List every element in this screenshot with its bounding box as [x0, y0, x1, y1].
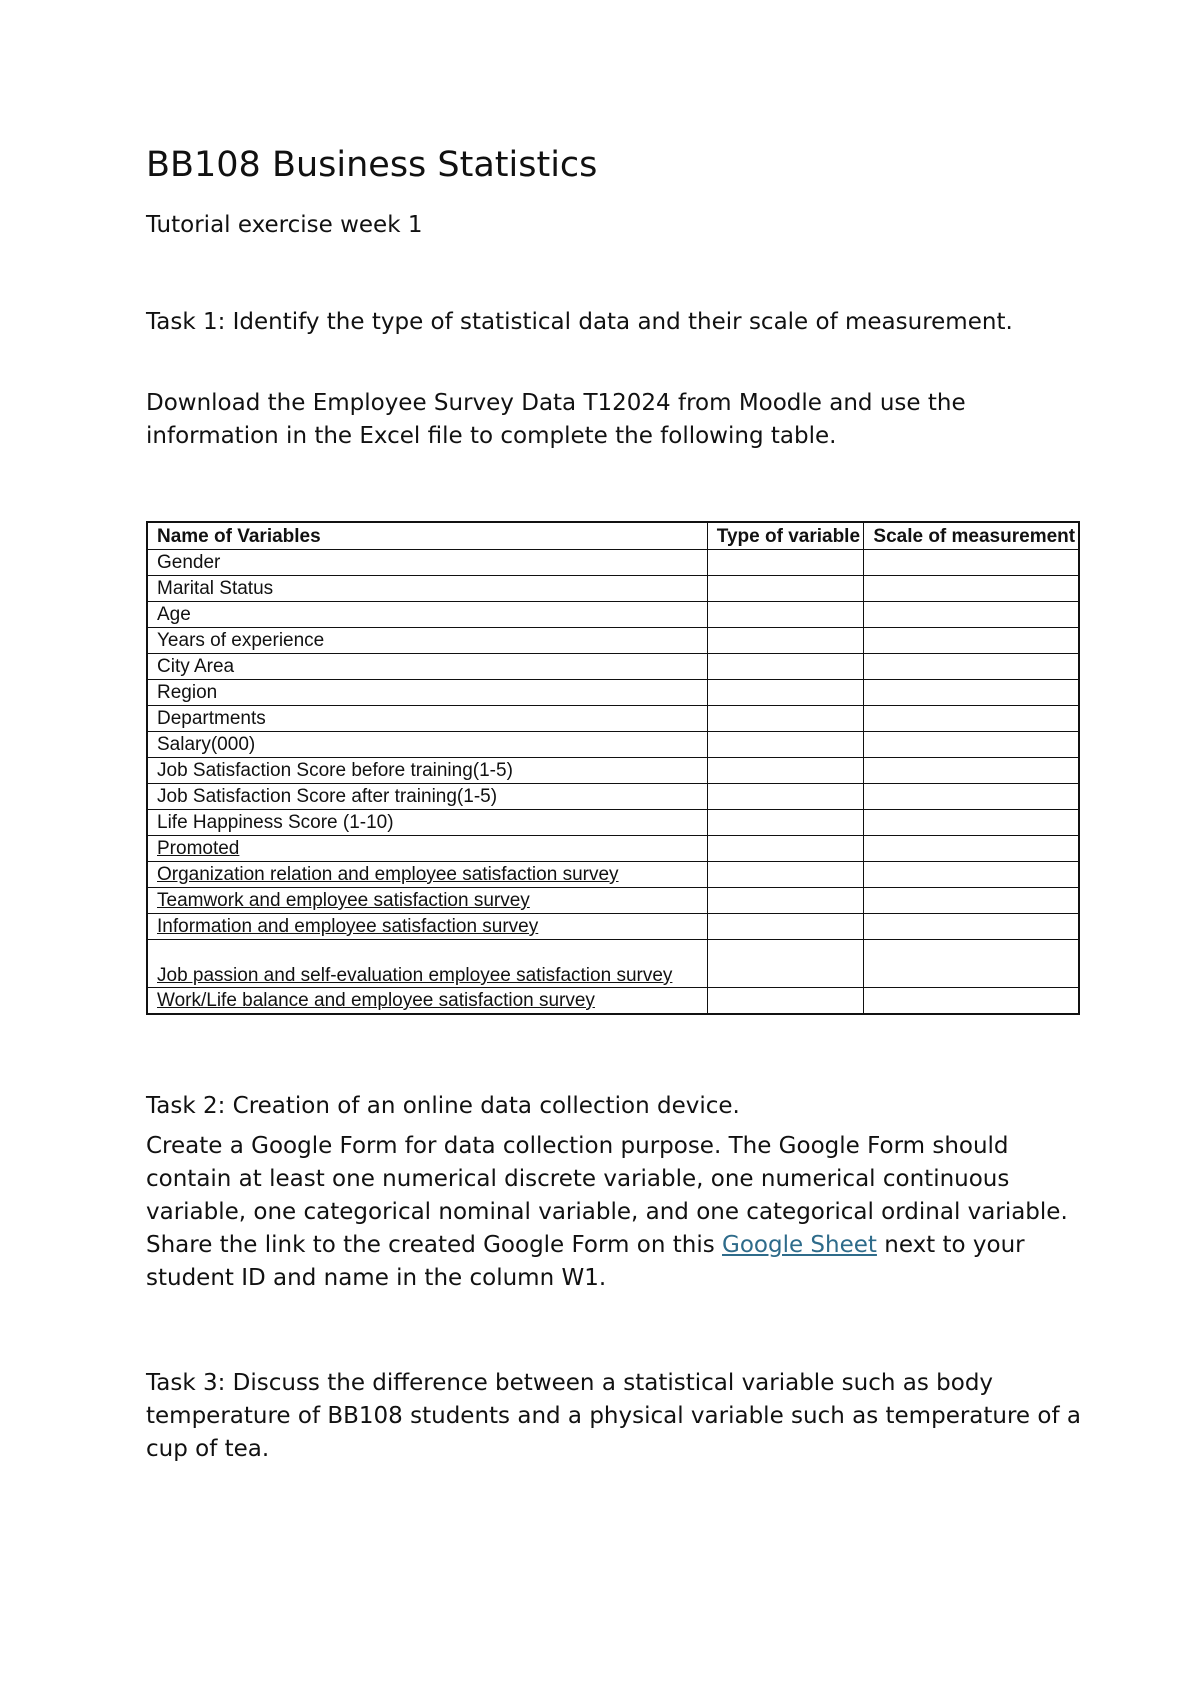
task2-heading: Task 2: Creation of an online data collection device.: [146, 1093, 740, 1119]
scale-of-measurement-cell[interactable]: [864, 706, 1079, 732]
variable-name-cell: Promoted: [147, 836, 707, 862]
variable-name-cell: Information and employee satisfaction survey: [147, 914, 707, 940]
variable-name-cell: Teamwork and employee satisfaction survey: [147, 888, 707, 914]
scale-of-measurement-cell[interactable]: [864, 784, 1079, 810]
task2-text-before-link: Create a Google Form for data collection purpose. The Google Form should contain at least one numerical discrete variable, one numerical continuous variable, one categorical nominal variable, and one categorical ordinal variable. Share the link to the created Google Form on this: [146, 1133, 1068, 1258]
type-of-variable-cell[interactable]: [707, 836, 864, 862]
table-header-row: [147, 522, 1079, 550]
scale-of-measurement-cell[interactable]: [864, 654, 1079, 680]
variable-name-cell: City Area: [147, 654, 707, 680]
variables-table: [146, 521, 1080, 1015]
table-row: [147, 836, 1079, 862]
scale-of-measurement-cell[interactable]: [864, 628, 1079, 654]
variable-name-cell: Job Satisfaction Score before training(1-5): [147, 758, 707, 784]
scale-of-measurement-cell[interactable]: [864, 758, 1079, 784]
variable-name-cell: Marital Status: [147, 576, 707, 602]
scale-of-measurement-cell[interactable]: [864, 988, 1079, 1015]
scale-of-measurement-cell[interactable]: [864, 576, 1079, 602]
type-of-variable-cell[interactable]: [707, 888, 864, 914]
variable-name-cell: Salary(000): [147, 732, 707, 758]
variable-name-cell: Years of experience: [147, 628, 707, 654]
table-row: [147, 862, 1079, 888]
type-of-variable-cell[interactable]: [707, 862, 864, 888]
table-row: [147, 680, 1079, 706]
table-row: [147, 914, 1079, 940]
table-row: [147, 628, 1079, 654]
variable-name-cell: Work/Life balance and employee satisfaction survey: [147, 988, 707, 1015]
scale-of-measurement-cell[interactable]: [864, 862, 1079, 888]
variable-name-cell: Life Happiness Score (1-10): [147, 810, 707, 836]
table-row: [147, 706, 1079, 732]
table-row: [147, 784, 1079, 810]
header-name-of-variables: Name of Variables: [147, 522, 707, 550]
task3-heading: Task 3: Discuss the difference between a statistical variable such as body temperature of BB108 students and a physical variable such as temperature of a cup of tea.: [146, 1370, 1081, 1462]
table-row: [147, 576, 1079, 602]
type-of-variable-cell[interactable]: [707, 914, 864, 940]
scale-of-measurement-cell[interactable]: [864, 836, 1079, 862]
type-of-variable-cell[interactable]: [707, 680, 864, 706]
type-of-variable-cell[interactable]: [707, 758, 864, 784]
type-of-variable-cell[interactable]: [707, 654, 864, 680]
scale-of-measurement-cell[interactable]: [864, 940, 1079, 988]
type-of-variable-cell[interactable]: [707, 988, 864, 1015]
header-type-of-variable: Type of variable: [707, 522, 864, 550]
table-body: [147, 550, 1079, 1015]
type-of-variable-cell[interactable]: [707, 940, 864, 988]
type-of-variable-cell[interactable]: [707, 706, 864, 732]
type-of-variable-cell[interactable]: [707, 784, 864, 810]
variable-name-cell: Age: [147, 602, 707, 628]
scale-of-measurement-cell[interactable]: [864, 680, 1079, 706]
table-row: [147, 602, 1079, 628]
table-row: [147, 758, 1079, 784]
table-row: [147, 810, 1079, 836]
document-subtitle: Tutorial exercise week 1: [146, 212, 423, 238]
table-row: [147, 732, 1079, 758]
document-title: BB108 Business Statistics: [146, 145, 598, 185]
task1-heading: Task 1: Identify the type of statistical data and their scale of measurement.: [146, 309, 1013, 335]
scale-of-measurement-cell[interactable]: [864, 914, 1079, 940]
task2-text-after-link: next to your student ID and name in the column W1.: [146, 1232, 1025, 1291]
task1-instructions: Download the Employee Survey Data T12024 from Moodle and use the information in the Excel file to complete the following table.: [146, 390, 966, 449]
scale-of-measurement-cell[interactable]: [864, 550, 1079, 576]
scale-of-measurement-cell[interactable]: [864, 732, 1079, 758]
type-of-variable-cell[interactable]: [707, 550, 864, 576]
table-row: [147, 940, 1079, 988]
scale-of-measurement-cell[interactable]: [864, 810, 1079, 836]
variable-name-cell: Organization relation and employee satisfaction survey: [147, 862, 707, 888]
variable-name-cell: Region: [147, 680, 707, 706]
type-of-variable-cell[interactable]: [707, 810, 864, 836]
task2-instructions: [146, 1130, 1086, 1295]
type-of-variable-cell[interactable]: [707, 732, 864, 758]
table-row: [147, 654, 1079, 680]
table-row: [147, 888, 1079, 914]
type-of-variable-cell[interactable]: [707, 576, 864, 602]
table-row: [147, 550, 1079, 576]
scale-of-measurement-cell[interactable]: [864, 888, 1079, 914]
scale-of-measurement-cell[interactable]: [864, 602, 1079, 628]
type-of-variable-cell[interactable]: [707, 602, 864, 628]
variable-name-cell: Job passion and self-evaluation employee satisfaction survey: [147, 940, 707, 988]
header-scale-of-measurement: Scale of measurement: [864, 522, 1079, 550]
variable-name-cell: Job Satisfaction Score after training(1-5): [147, 784, 707, 810]
variable-name-cell: Departments: [147, 706, 707, 732]
type-of-variable-cell[interactable]: [707, 628, 864, 654]
variable-name-cell: Gender: [147, 550, 707, 576]
google-sheet-link[interactable]: Google Sheet: [722, 1232, 877, 1258]
table-row: [147, 988, 1079, 1015]
